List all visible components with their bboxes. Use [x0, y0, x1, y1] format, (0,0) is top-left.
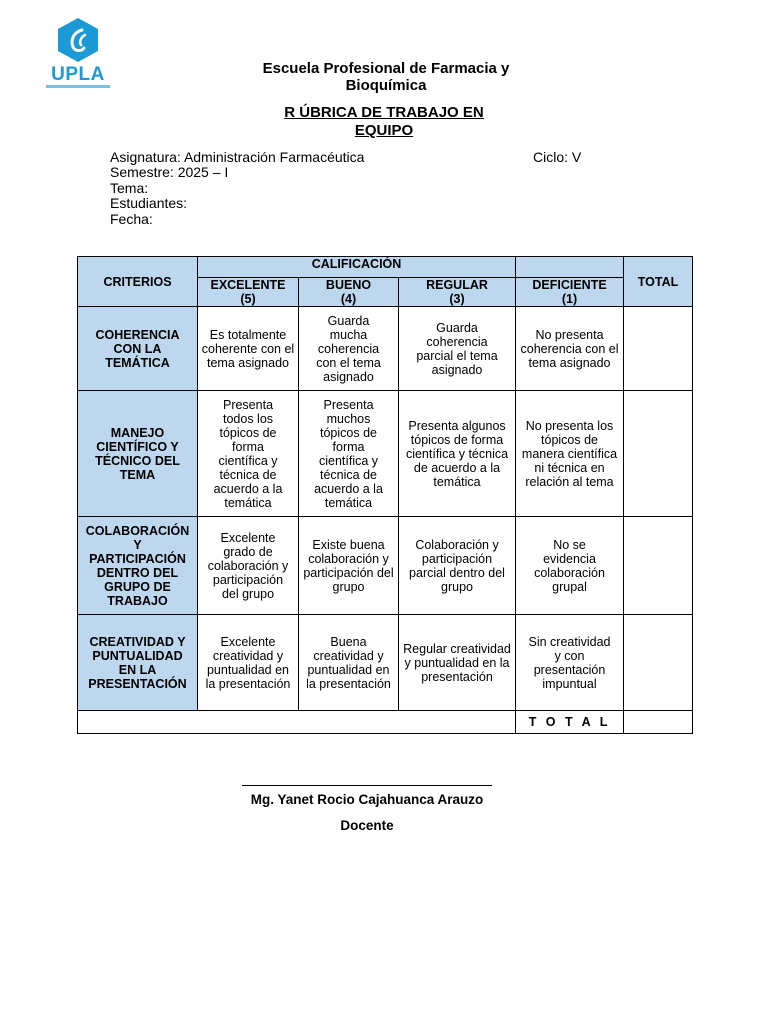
rubric-cell: Guarda coherencia parcial el tema asignado	[399, 307, 516, 391]
rubric-table	[77, 256, 693, 734]
total-cell	[624, 615, 693, 711]
rubric-cell: Presenta todos los tópicos de forma científica y técnica de acuerdo a la temática	[198, 391, 299, 517]
rubric-cell: No se evidencia colaboración grupal	[516, 517, 624, 615]
table-row	[78, 517, 693, 615]
rubric-cell: No presenta coherencia con el tema asignado	[516, 307, 624, 391]
rubric-cell: Presenta muchos tópicos de forma científica y técnica de acuerdo a la temática	[299, 391, 399, 517]
level-score: (5)	[240, 292, 256, 306]
rubric-cell: Colaboración y participación parcial dentro del grupo	[399, 517, 516, 615]
calificacion-header: CALIFICACIÓN	[198, 257, 516, 278]
total-row-blank	[78, 711, 516, 734]
logo-text: UPLA	[51, 64, 105, 85]
total-label: T O T A L	[516, 711, 624, 734]
rubric-cell: Es totalmente coherente con el tema asignado	[198, 307, 299, 391]
hexagon-logo-icon	[44, 16, 112, 64]
level-bueno	[299, 278, 399, 307]
level-name: BUENO	[325, 278, 372, 292]
semestre-field: Semestre: 2025 – I	[110, 164, 229, 180]
criterion-label: COLABORACIÓN Y PARTICIPACIÓN DENTRO DEL GRUPO DE TRABAJO	[78, 517, 198, 615]
criterios-header: CRITERIOS	[78, 257, 198, 307]
level-score: (4)	[340, 292, 357, 306]
fecha-field: Fecha:	[110, 211, 153, 227]
rubric-cell: Sin creatividad y con presentación impuntual	[516, 615, 624, 711]
tema-field: Tema:	[110, 180, 149, 196]
table-row	[78, 391, 693, 517]
rubric-cell: No presenta los tópicos de manera científica ni técnica en relación al tema	[516, 391, 624, 517]
estudiantes-field: Estudiantes:	[110, 195, 188, 211]
total-row	[78, 711, 693, 734]
ciclo-field: Ciclo: V	[533, 149, 582, 165]
rubric-title-line2: EQUIPO	[354, 122, 414, 139]
header-blank-cell	[516, 257, 624, 278]
asignatura-field: Asignatura: Administración Farmacéutica	[110, 149, 365, 165]
level-score: (3)	[449, 292, 465, 306]
signature-line	[242, 785, 492, 786]
rubric-title-line1: R ÚBRICA DE TRABAJO EN	[284, 104, 484, 121]
rubric-cell: Guarda mucha coherencia con el tema asignado	[299, 307, 399, 391]
teacher-name: Mg. Yanet Rocio Cajahuanca Arauzo	[250, 792, 484, 807]
level-deficiente	[516, 278, 624, 307]
level-name: EXCELENTE	[210, 278, 286, 292]
level-excelente	[198, 278, 299, 307]
rubric-cell: Regular creatividad y puntualidad en la presentación	[399, 615, 516, 711]
table-row	[78, 615, 693, 711]
level-score: (1)	[561, 292, 578, 306]
teacher-role: Docente	[340, 818, 394, 833]
criterion-label: MANEJO CIENTÍFICO Y TÉCNICO DEL TEMA	[78, 391, 198, 517]
rubric-cell: Presenta algunos tópicos de forma científica y técnica de acuerdo a la temática	[399, 391, 516, 517]
total-header: TOTAL	[624, 257, 693, 307]
rubric-cell: Existe buena colaboración y participación del grupo	[299, 517, 399, 615]
total-cell	[624, 307, 693, 391]
table-header-row	[78, 257, 693, 278]
level-name: REGULAR	[426, 278, 488, 292]
total-cell	[624, 517, 693, 615]
table-row	[78, 307, 693, 391]
criterion-label: COHERENCIA CON LA TEMÁTICA	[78, 307, 198, 391]
school-name-line2: Bioquímica	[345, 77, 427, 94]
rubric-cell: Buena creatividad y puntualidad en la presentación	[299, 615, 399, 711]
level-name: DEFICIENTE	[532, 278, 607, 292]
level-regular	[399, 278, 516, 307]
rubric-cell: Excelente grado de colaboración y participación del grupo	[198, 517, 299, 615]
total-cell	[624, 391, 693, 517]
school-name-line1: Escuela Profesional de Farmacia y	[262, 60, 510, 77]
grand-total-cell	[624, 711, 693, 734]
criterion-label: CREATIVIDAD Y PUNTUALIDAD EN LA PRESENTACIÓN	[78, 615, 198, 711]
rubric-cell: Excelente creatividad y puntualidad en la presentación	[198, 615, 299, 711]
